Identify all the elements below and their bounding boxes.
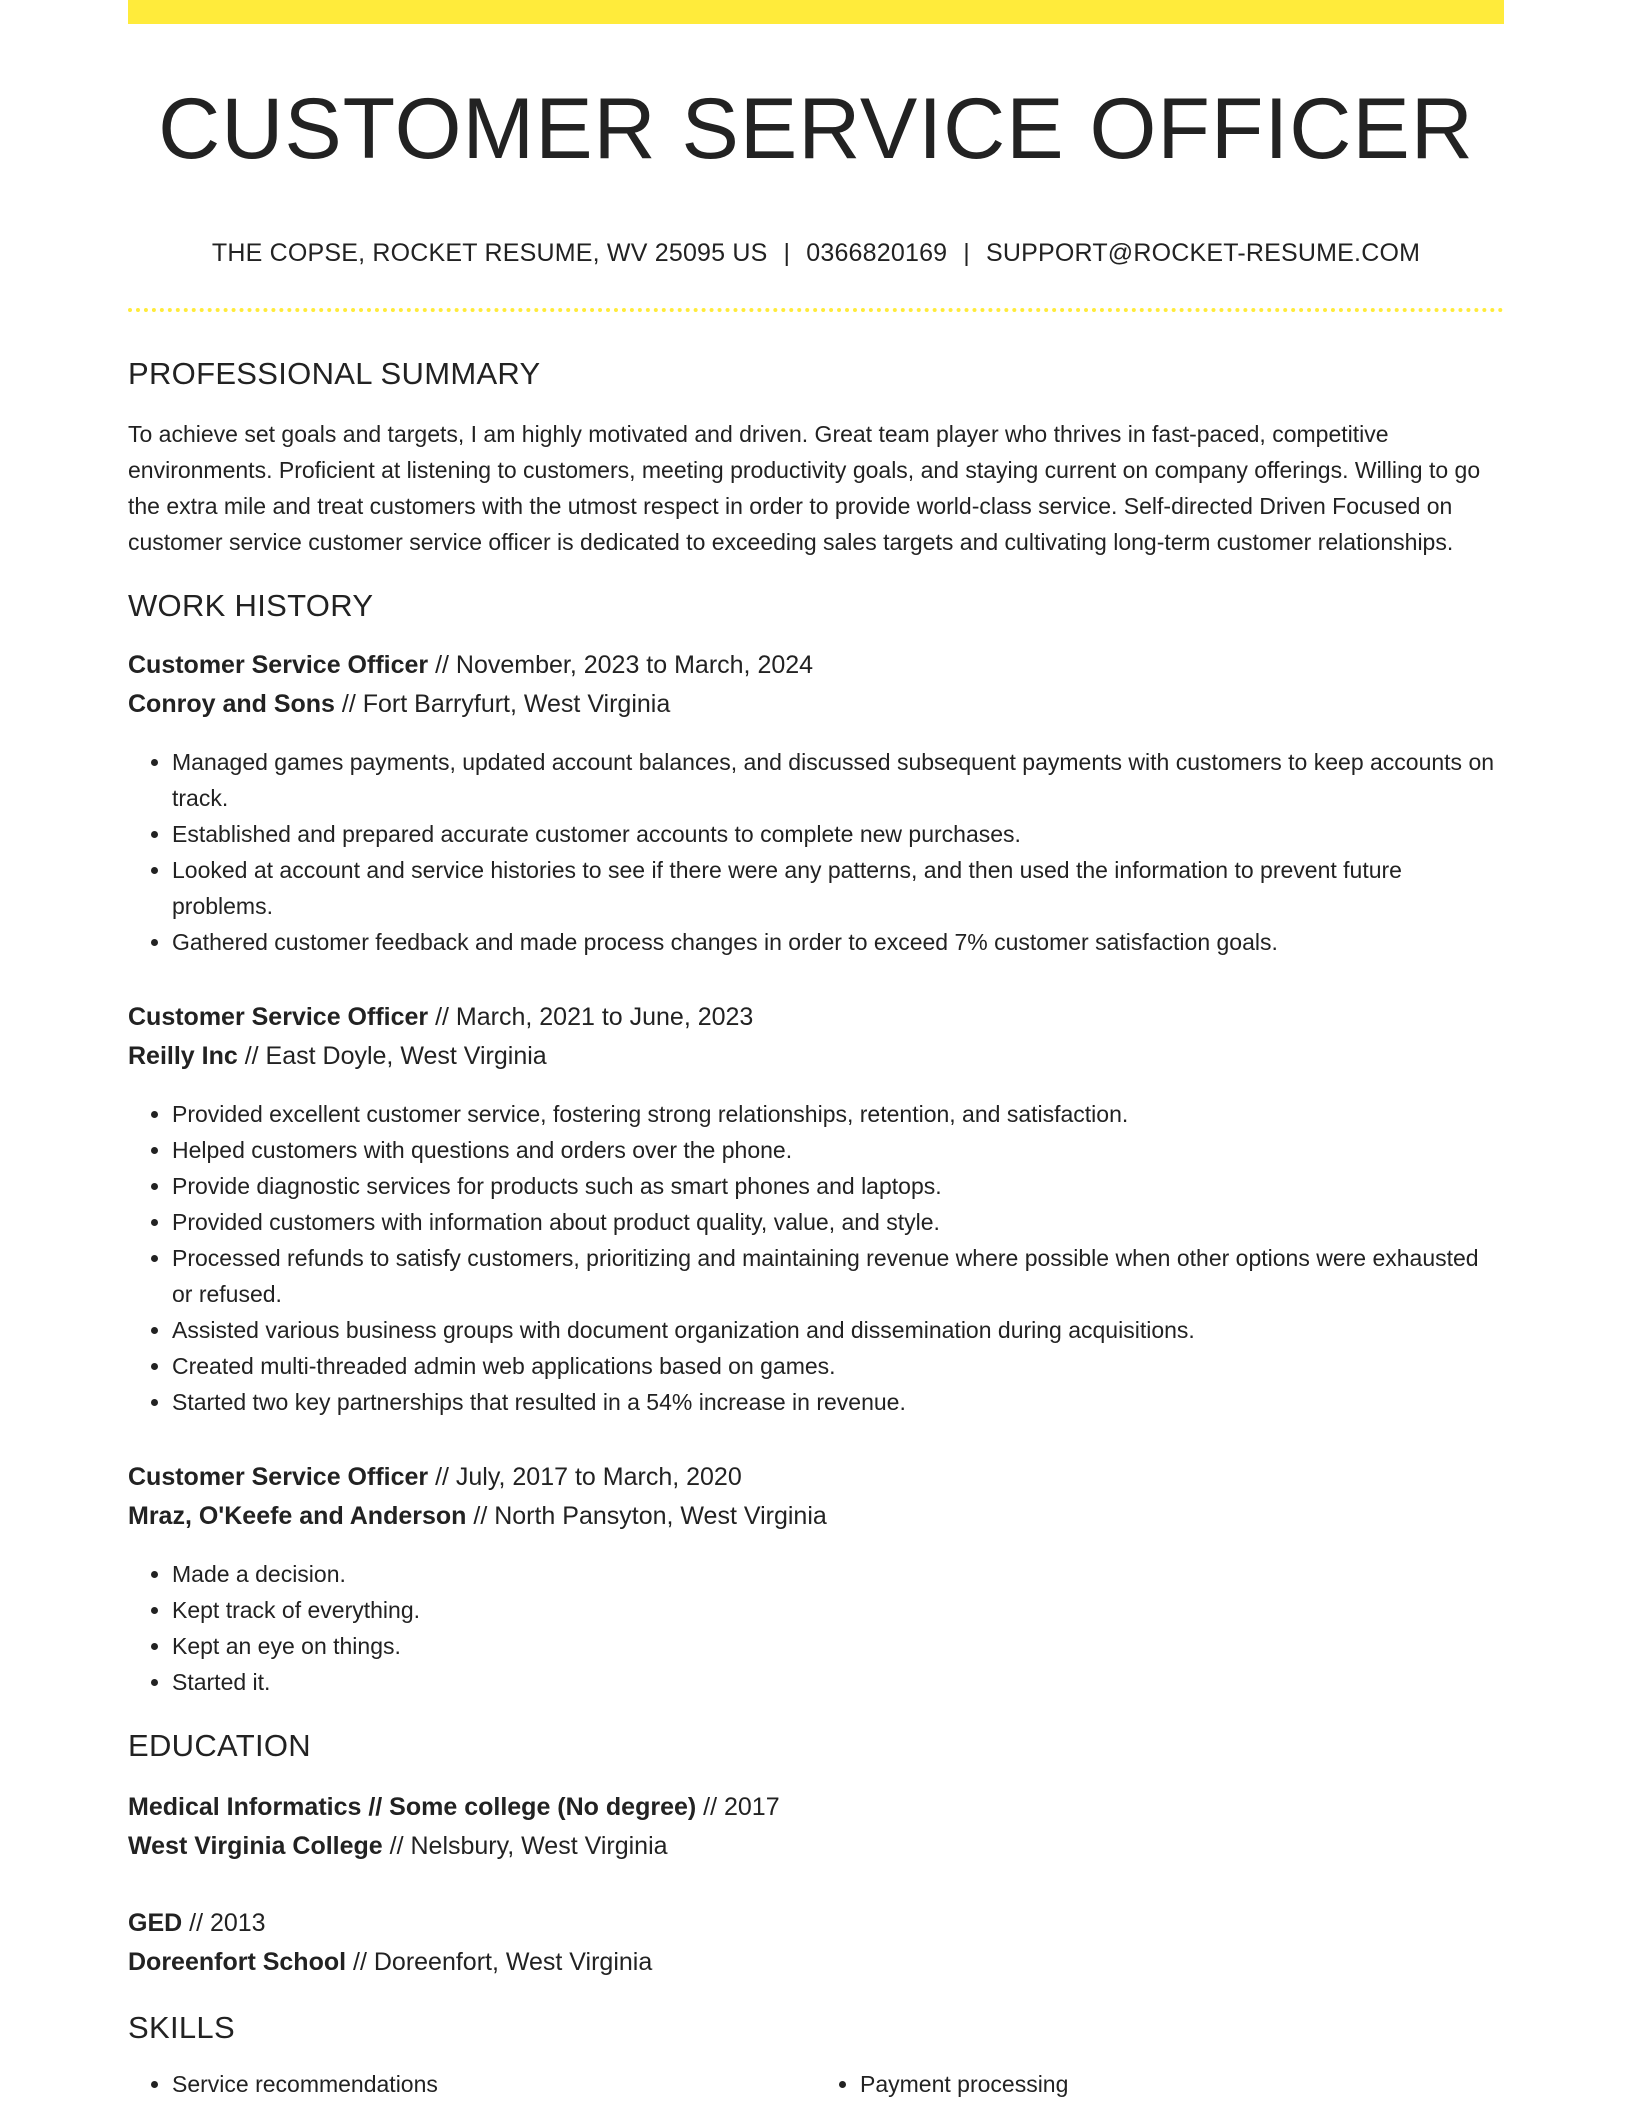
education-school-line <box>128 1943 1504 1982</box>
summary-text: To achieve set goals and targets, I am highly motivated and driven. Great team player who thrives in fast-paced, competitive environments. Proficient at listening to customers, meeting productivity goals, and staying current on company offerings. Willing to go the extra mile and treat customers with the utmost respect in order to provide world-class service. Self-directed Driven Focused on customer service customer service officer is dedicated to exceeding sales targets and cultivating long-term customer relationships. <box>128 421 1481 555</box>
skills-list <box>128 2066 816 2102</box>
skill-item: • Payment processing <box>860 2066 1504 2102</box>
job-entry <box>128 646 1504 960</box>
job-entry <box>128 998 1504 1420</box>
job-entry <box>128 1458 1504 1700</box>
job-bullet: • Provided customers with information about product quality, value, and style. <box>172 1204 1504 1240</box>
job-role: Customer Service Officer <box>128 1463 429 1491</box>
job-company: Reilly Inc <box>128 1042 238 1070</box>
job-bullet: • Assisted various business groups with document organization and dissemination during acquisitions. <box>172 1312 1504 1348</box>
contact-phone: 0366820169 <box>806 239 948 267</box>
education-year: // 2013 <box>182 1909 266 1937</box>
job-title-line <box>128 998 1504 1037</box>
job-bullet: • Kept an eye on things. <box>172 1628 1504 1664</box>
job-location: // Fort Barryfurt, West Virginia <box>334 690 671 718</box>
job-bullets <box>128 1096 1504 1420</box>
skills-grid <box>128 2066 1504 2102</box>
contact-address: THE COPSE, ROCKET RESUME, WV 25095 US <box>211 239 768 267</box>
job-dates: // July, 2017 to March, 2020 <box>428 1463 742 1491</box>
job-company: Mraz, O'Keefe and Anderson <box>128 1502 467 1530</box>
summary-heading: PROFESSIONAL SUMMARY <box>128 356 541 391</box>
job-bullet: • Made a decision. <box>172 1556 1504 1592</box>
job-bullets <box>128 1556 1504 1700</box>
job-location: // North Pansyton, West Virginia <box>466 1502 827 1530</box>
education-location: // Doreenfort, West Virginia <box>346 1948 653 1976</box>
job-title-line <box>128 646 1504 685</box>
job-bullet: • Established and prepared accurate customer accounts to complete new purchases. <box>172 816 1504 852</box>
education-degree: GED <box>128 1909 183 1937</box>
dotted-divider <box>128 308 1504 312</box>
job-bullet: • Gathered customer feedback and made process changes in order to exceed 7% customer satisfaction goals. <box>172 924 1504 960</box>
resume-page <box>128 0 1504 2102</box>
job-bullet: • Helped customers with questions and orders over the phone. <box>172 1132 1504 1168</box>
education-entry <box>128 1788 1504 1866</box>
job-bullet: • Kept track of everything. <box>172 1592 1504 1628</box>
job-title-line <box>128 1458 1504 1497</box>
contact-email: SUPPORT@ROCKET-RESUME.COM <box>986 239 1421 267</box>
job-dates: // November, 2023 to March, 2024 <box>428 651 814 679</box>
job-role: Customer Service Officer <box>128 1003 429 1031</box>
job-bullet: • Created multi-threaded admin web applications based on games. <box>172 1348 1504 1384</box>
resume-name: CUSTOMER SERVICE OFFICER <box>158 81 1474 177</box>
job-role: Customer Service Officer <box>128 651 429 679</box>
job-bullet: • Looked at account and service histories to see if there were any patterns, and then used the information to prevent future problems. <box>172 852 1504 924</box>
skills-list <box>816 2066 1504 2102</box>
education-school-line <box>128 1827 1504 1866</box>
job-company: Conroy and Sons <box>128 690 335 718</box>
contact-separator: | <box>783 239 791 267</box>
skills-column-left <box>128 2066 816 2102</box>
education-degree-line <box>128 1788 1504 1827</box>
contact-line <box>128 238 1504 268</box>
job-company-line <box>128 1037 1504 1076</box>
job-bullet: • Provide diagnostic services for products such as smart phones and laptops. <box>172 1168 1504 1204</box>
work-history-heading: WORK HISTORY <box>128 588 374 623</box>
job-company-line <box>128 1497 1504 1536</box>
education-year: // 2017 <box>696 1793 780 1821</box>
contact-separator: | <box>963 239 970 267</box>
job-bullet: • Managed games payments, updated account balances, and discussed subsequent payments with customers to keep accounts on track. <box>172 744 1504 816</box>
job-bullet: • Provided excellent customer service, fostering strong relationships, retention, and satisfaction. <box>172 1096 1504 1132</box>
job-location: // East Doyle, West Virginia <box>237 1042 547 1070</box>
job-bullets <box>128 744 1504 960</box>
education-degree-line <box>128 1904 1504 1943</box>
education-degree: Medical Informatics // Some college (No degree) <box>128 1793 697 1821</box>
skill-item: • Service recommendations <box>172 2066 816 2102</box>
skills-column-right <box>816 2066 1504 2102</box>
job-bullet: • Processed refunds to satisfy customers, prioritizing and maintaining revenue where possible when other options were exhausted or refused. <box>172 1240 1504 1312</box>
education-entry <box>128 1904 1504 1982</box>
skills-heading: SKILLS <box>128 2010 235 2045</box>
education-heading: EDUCATION <box>128 1728 311 1763</box>
education-school: Doreenfort School <box>128 1948 347 1976</box>
job-bullet: • Started it. <box>172 1664 1504 1700</box>
job-company-line <box>128 685 1504 724</box>
job-bullet: • Started two key partnerships that resulted in a 54% increase in revenue. <box>172 1384 1504 1420</box>
education-school: West Virginia College <box>128 1832 383 1860</box>
job-dates: // March, 2021 to June, 2023 <box>428 1003 754 1031</box>
top-accent-bar <box>128 0 1504 24</box>
education-location: // Nelsbury, West Virginia <box>382 1832 668 1860</box>
